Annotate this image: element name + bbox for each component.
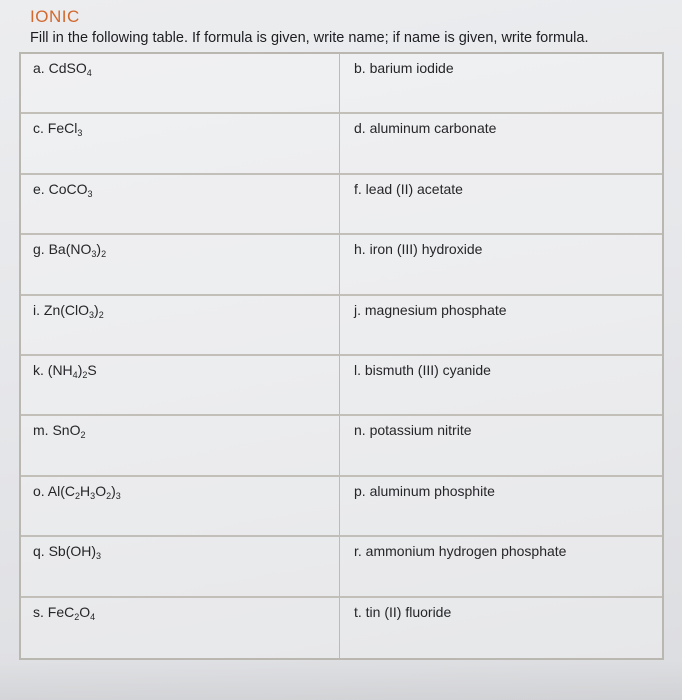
item-label: c. (33, 120, 48, 137)
instructions-text: Fill in the following table. If formula is given, write name; if name is given, write formula. (30, 30, 589, 46)
table-cell-o (21, 477, 340, 537)
compound-name: aluminum phosphite (369, 482, 495, 499)
chemical-formula: FeCl$_3$ (47, 120, 83, 139)
table-cell-k (21, 356, 340, 416)
table-cell-c (21, 114, 340, 174)
item-label: i. (33, 301, 44, 318)
item-label: q. (33, 543, 49, 560)
worksheet-table (19, 52, 664, 660)
compound-name: tin (II) fluoride (365, 603, 452, 620)
section-heading: IONIC (30, 7, 80, 26)
table-cell-j (340, 296, 662, 356)
item-label: d. (354, 120, 370, 137)
item-label: h. (354, 241, 370, 258)
item-label: r. (354, 543, 366, 560)
table-cell-b (340, 54, 662, 114)
item-label: k. (33, 362, 48, 378)
chemical-formula: CoCO$_3$ (48, 180, 93, 199)
table-cell-d (340, 114, 662, 174)
table-cell-p (340, 477, 662, 537)
table-cell-e (21, 175, 340, 235)
table-cell-t (340, 598, 662, 658)
chemical-formula: $FeC_2O_4$ (47, 603, 96, 622)
table-cell-i (21, 296, 340, 356)
table-cell-h (340, 235, 662, 295)
item-label: j. (354, 301, 365, 318)
item-label: s. (33, 603, 48, 620)
item-label: g. (33, 241, 49, 258)
item-label: f. (354, 180, 366, 197)
table-cell-f (340, 175, 662, 235)
item-label: e. (33, 180, 49, 197)
chemical-formula: CdSO$_4$ (48, 60, 92, 78)
chemical-formula: $Al(C_2H_3O_2)_3$ (47, 482, 121, 501)
item-label: m. (33, 422, 53, 439)
item-label: n. (354, 422, 370, 439)
item-label: t. (354, 603, 366, 620)
table-cell-q (21, 537, 340, 597)
table-cell-s (21, 598, 340, 658)
chemical-formula: $Ba(NO_3)_2$ (48, 241, 107, 260)
table-cell-r (340, 537, 662, 597)
compound-name: magnesium phosphate (364, 301, 507, 318)
table-cell-n (340, 416, 662, 476)
chemical-formula: $(NH_4)_2S$ (47, 362, 97, 380)
table-cell-a (21, 54, 340, 114)
chemical-formula: $Sb(OH)_3$ (48, 543, 102, 562)
chemical-formula: $Zn(ClO_3)_2$ (43, 301, 104, 320)
item-label: o. (33, 482, 48, 499)
item-label: p. (354, 482, 370, 499)
compound-name: iron (III) hydroxide (369, 241, 483, 258)
compound-name: bismuth (III) cyanide (364, 362, 491, 378)
item-label: a. (33, 60, 49, 76)
page-shadow (0, 660, 682, 700)
table-cell-l (340, 356, 662, 416)
compound-name: lead (II) acetate (365, 180, 463, 197)
compound-name: ammonium hydrogen phosphate (365, 543, 567, 560)
compound-name: aluminum carbonate (369, 120, 497, 137)
chemical-formula: SnO$_2$ (52, 422, 86, 441)
item-label: l. (354, 362, 365, 378)
compound-name: barium iodide (369, 60, 454, 76)
table-cell-m (21, 416, 340, 476)
compound-name: potassium nitrite (369, 422, 472, 439)
table-cell-g (21, 235, 340, 295)
item-label: b. (354, 60, 370, 76)
